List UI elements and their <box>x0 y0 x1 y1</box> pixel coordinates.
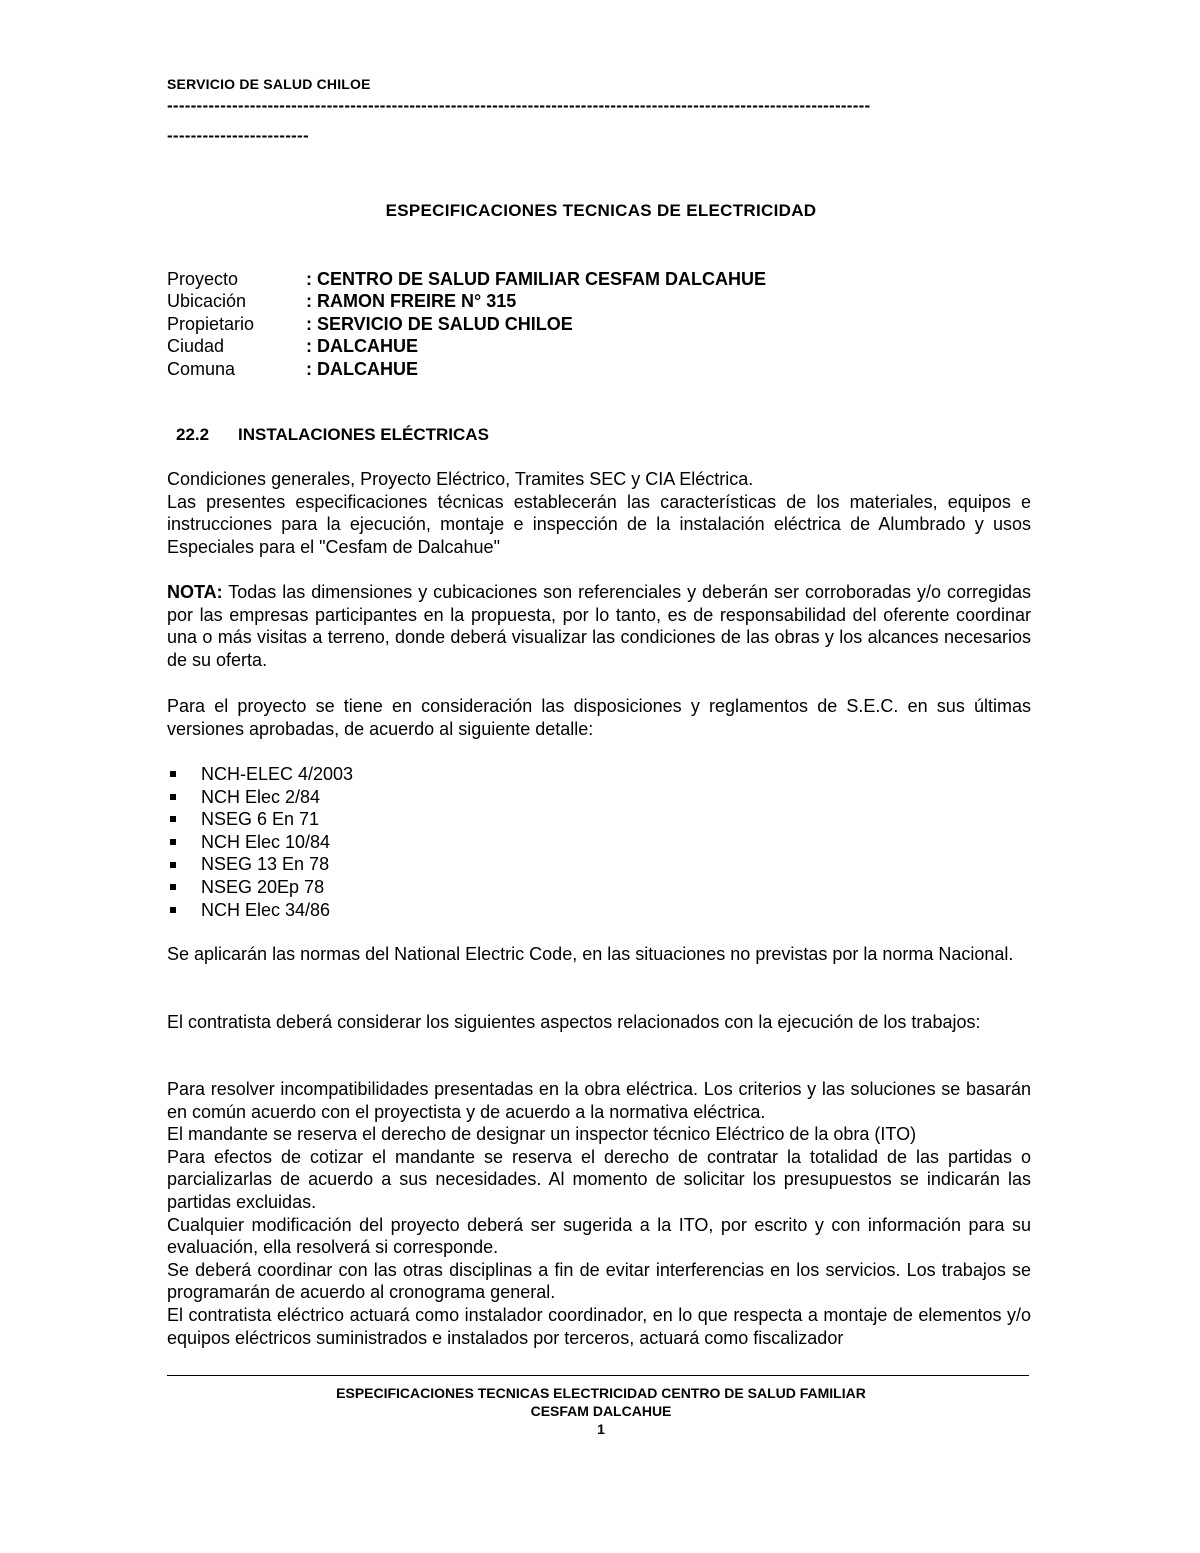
header-title: SERVICIO DE SALUD CHILOE <box>167 76 371 92</box>
page-number: 1 <box>597 1421 605 1437</box>
modificacion-paragraph: Cualquier modificación del proyecto deberá ser sugerida a la ITO, por escrito y con información para su evaluación, ella resolverá si corresponde. <box>167 1214 1031 1258</box>
bullet-icon <box>170 862 176 868</box>
list-item: NCH-ELEC 4/2003 <box>167 763 353 786</box>
bullet-icon <box>170 839 176 845</box>
criterios-paragraph: Para resolver incompatibilidades presentadas en la obra eléctrica. Los criterios y las soluciones se basarán en común acuerdo con el proyectista y de acuerdo a la normativa eléctrica. <box>167 1079 1031 1122</box>
project-info-row-ubicacion <box>167 290 766 312</box>
header-separator-line-continued: ------------------------ <box>167 126 309 145</box>
list-item: NSEG 13 En 78 <box>167 853 353 876</box>
list-item: NSEG 20Ep 78 <box>167 876 353 899</box>
nota-paragraph <box>167 581 1031 671</box>
project-info-value: : RAMON FREIRE N° 315 <box>306 291 517 312</box>
scope-paragraph: Las presentes especificaciones técnicas establecerán las características de los materiales, equipos e instrucciones para la ejecución, montaje e inspección de la instalación eléctrica de Alumbrado y usos Especiales para el "Cesfam de Dalcahue" <box>167 491 1031 557</box>
project-info-row-proyecto <box>167 268 766 290</box>
bullet-icon <box>170 771 176 777</box>
project-info-row-ciudad <box>167 335 766 357</box>
project-info-row-comuna <box>167 358 766 380</box>
project-info-value: : CENTRO DE SALUD FAMILIAR CESFAM DALCAHUE <box>306 269 766 289</box>
list-item: NSEG 6 En 71 <box>167 808 353 831</box>
project-info-label: Ciudad <box>167 336 225 357</box>
footer-line-1: ESPECIFICACIONES TECNICAS ELECTRICIDAD CENTRO DE SALUD FAMILIAR <box>336 1385 866 1401</box>
bullet-icon <box>170 794 176 800</box>
project-info-label: Comuna <box>167 358 236 379</box>
project-info-row-propietario <box>167 313 766 335</box>
project-info-label: Ubicación <box>167 291 247 312</box>
project-info-table <box>167 268 766 380</box>
list-item: NCH Elec 10/84 <box>167 831 353 854</box>
section-number: 22.2 <box>176 425 210 444</box>
nec-paragraph: Se aplicarán las normas del National Electric Code, en las situaciones no previstas por la norma Nacional. <box>167 944 1014 964</box>
norms-list <box>167 763 353 921</box>
proyecto-paragraph: Para el proyecto se tiene en consideración las disposiciones y reglamentos de S.E.C. en sus últimas versiones aprobadas, de acuerdo al siguiente detalle: <box>167 696 1031 739</box>
conditions-block <box>167 468 1031 558</box>
nota-label: NOTA: <box>167 582 223 602</box>
list-item: NCH Elec 34/86 <box>167 899 353 922</box>
section-title: INSTALACIONES ELÉCTRICAS <box>238 425 489 444</box>
list-item: NCH Elec 2/84 <box>167 786 353 809</box>
contratista-paragraph: El contratista deberá considerar los siguientes aspectos relacionados con la ejecución de los trabajos: <box>167 1012 981 1032</box>
instalador-paragraph: El contratista eléctrico actuará como instalador coordinador, en lo que respecta a montaje de elementos y/o equipos eléctricos suministrados e instalados por terceros, actuará como fiscalizador <box>167 1304 1031 1348</box>
project-info-value: : SERVICIO DE SALUD CHILOE <box>306 313 573 334</box>
cotizar-paragraph: Para efectos de cotizar el mandante se reserva el derecho de contratar la totalidad de las partidas o parcializarlas de acuerdo a sus necesidades. Al momento de solicitar los presupuestos se indicarán las partidas excluidas. <box>167 1146 1031 1212</box>
header-separator-line: ----------------------------------------------------------------------------------------------------------------------- <box>167 96 871 115</box>
document-title: ESPECIFICACIONES TECNICAS DE ELECTRICIDAD <box>385 201 817 220</box>
project-info-label: Proyecto <box>167 269 239 289</box>
page-footer <box>167 1384 1035 1438</box>
footer-divider <box>167 1375 1029 1376</box>
nota-text: Todas las dimensiones y cubicaciones son referenciales y deberán ser corroboradas y/o corregidas por las empresas participantes en la propuesta, por lo tanto, es de responsabilidad del oferente coordinar una o más visitas a terreno, donde deberá visualizar las condiciones de las obras y los alcances necesarios de su oferta. <box>167 582 1031 670</box>
mandante-ito-paragraph: El mandante se reserva el derecho de designar un inspector técnico Eléctrico de la obra (ITO) <box>167 1124 917 1145</box>
bullet-icon <box>170 907 176 913</box>
aspects-block <box>167 1078 1031 1349</box>
footer-line-2: CESFAM DALCAHUE <box>530 1403 672 1419</box>
bullet-icon <box>170 816 176 822</box>
conditions-paragraph: Condiciones generales, Proyecto Eléctrico, Tramites SEC y CIA Eléctrica. <box>167 469 754 489</box>
bullet-icon <box>170 884 176 890</box>
project-info-value: : DALCAHUE <box>306 336 418 357</box>
section-heading <box>176 425 489 445</box>
project-info-label: Propietario <box>167 313 255 334</box>
project-info-value: : DALCAHUE <box>306 358 418 379</box>
coordinar-paragraph: Se deberá coordinar con las otras disciplinas a fin de evitar interferencias en los servicios. Los trabajos se programarán de acuerdo al cronograma general. <box>167 1259 1031 1303</box>
